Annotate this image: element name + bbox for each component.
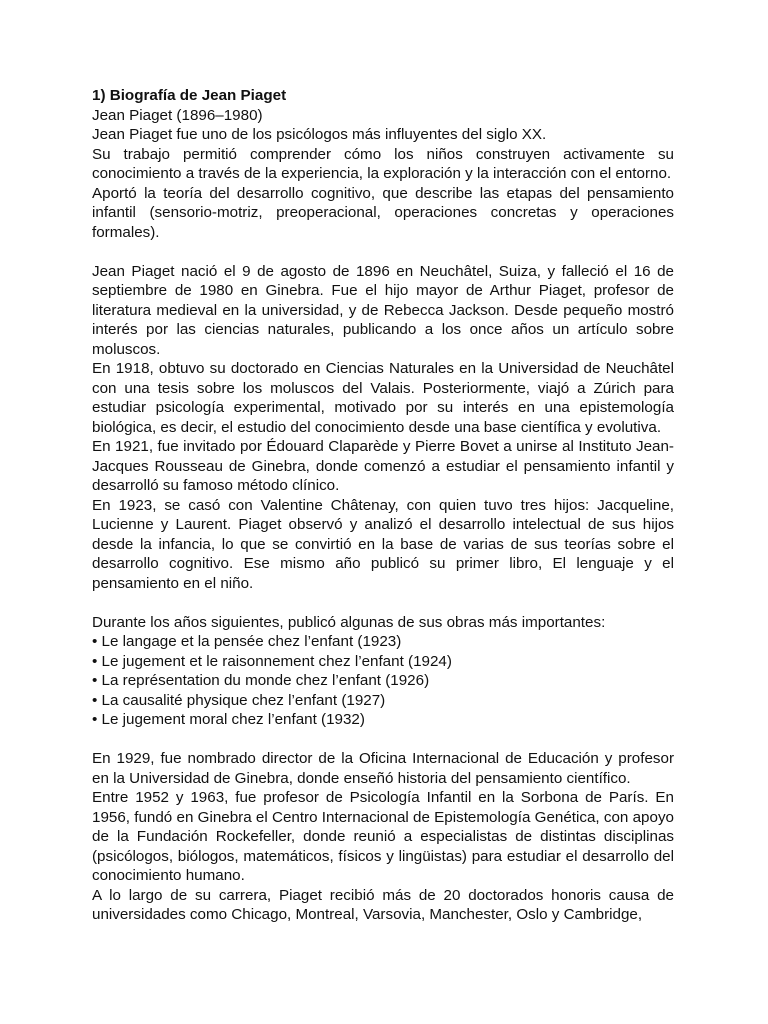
biography-family: En 1923, se casó con Valentine Châtenay, con quien tuvo tres hijos: Jacqueline, Lucienne y Laurent. Piaget observó y analizó el desarrollo intelectual de sus hijos desde la infancia, lo que se convirtió en la base de varias de sus teorías sobre el desarrollo cognitivo. Ese mismo año publicó su primer libro, El lenguaje y el pensamiento en el niño. <box>92 496 674 592</box>
intro-dates: Jean Piaget (1896–1980) <box>92 106 263 124</box>
biography-doctorate: En 1918, obtuvo su doctorado en Ciencias Naturales en la Universidad de Neuchâtel con una tesis sobre los moluscos del Valais. Posteriormente, viajó a Zúrich para estudiar psicología experimental, motivado por su interés en una epistemología biológica, es decir, el estudio del conocimiento desde una base científica y evolutiva. <box>92 360 674 436</box>
works-list-item: • Le jugement moral chez l’enfant (1932) <box>92 711 365 728</box>
works-list-item: • La causalité physique chez l’enfant (1927) <box>92 691 386 709</box>
biography-birth: Jean Piaget nació el 9 de agosto de 1896 en Neuchâtel, Suiza, y falleció el 16 de septiembre de 1980 en Ginebra. Fue el hijo mayor de Arthur Piaget, profesor de literatura medieval en la universidad, y de Rebecca Jackson. Desde pequeño mostró interés por las ciencias naturales, publicando a los once años un artículo sobre moluscos. <box>92 262 674 358</box>
section-heading: 1) Biografía de Jean Piaget <box>92 87 287 104</box>
document-body <box>92 86 674 925</box>
career-sorbonne: Entre 1952 y 1963, fue profesor de Psicología Infantil en la Sorbona de París. En 1956, fundó en Ginebra el Centro Internacional de Epistemología Genética, con apoyo de la Fundación Rockefeller, donde reunió a especialistas de distintas disciplinas (psicólogos, biólogos, matemáticos, físicos y lingüistas) para estudiar el desarrollo del conocimiento humano. <box>92 789 674 884</box>
paragraph-gap <box>92 242 674 262</box>
intro-contribution: Su trabajo permitió comprender cómo los niños construyen activamente su conocimiento a través de la experiencia, la exploración y la interacción con el entorno. <box>92 145 674 182</box>
paragraph-gap <box>92 593 674 613</box>
works-list-item: • Le langage et la pensée chez l’enfant (1923) <box>92 633 402 650</box>
works-list <box>92 632 674 730</box>
works-list-item: • Le jugement et le raisonnement chez l’enfant (1924) <box>92 652 452 670</box>
paragraph-gap <box>92 730 674 750</box>
career-honors: A lo largo de su carrera, Piaget recibió más de 20 doctorados honoris causa de universidades como Chicago, Montreal, Varsovia, Manchester, Oslo y Cambridge, <box>92 886 674 923</box>
intro-theory: Aportó la teoría del desarrollo cognitivo, que describe las etapas del pensamiento infantil (sensorio-motriz, preoperacional, operaciones concretas y operaciones formales). <box>92 184 674 241</box>
biography-institute: En 1921, fue invitado por Édouard Claparède y Pierre Bovet a unirse al Instituto Jean-Jacques Rousseau de Ginebra, donde comenzó a estudiar el pensamiento infantil y desarrolló su famoso método clínico. <box>92 438 674 494</box>
works-list-item: • La représentation du monde chez l’enfant (1926) <box>92 672 430 689</box>
intro-influence: Jean Piaget fue uno de los psicólogos más influyentes del siglo XX. <box>92 126 547 143</box>
career-director: En 1929, fue nombrado director de la Oficina Internacional de Educación y profesor en la Universidad de Ginebra, donde enseñó historia del pensamiento científico. <box>92 750 674 787</box>
works-intro: Durante los años siguientes, publicó algunas de sus obras más importantes: <box>92 613 606 631</box>
